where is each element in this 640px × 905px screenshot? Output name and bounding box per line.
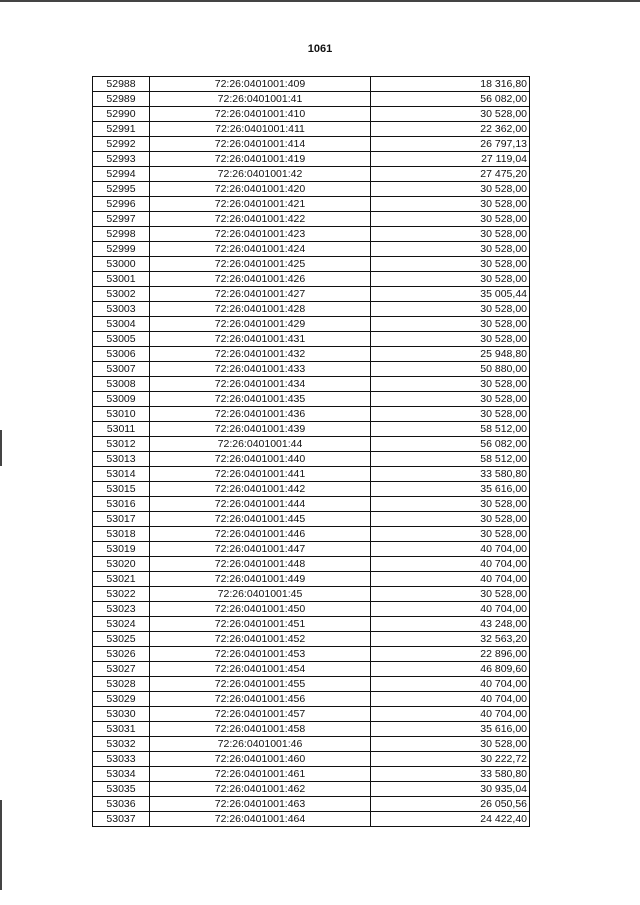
table-row	[93, 587, 530, 602]
cadastral-number-cell: 72:26:0401001:419	[150, 152, 371, 167]
row-number-cell: 53002	[93, 287, 150, 302]
value-cell: 40 704,00	[371, 542, 530, 557]
row-number-cell: 53001	[93, 272, 150, 287]
cadastral-number-cell: 72:26:0401001:463	[150, 797, 371, 812]
table-row	[93, 302, 530, 317]
value-cell: 50 880,00	[371, 362, 530, 377]
cadastral-number-cell: 72:26:0401001:442	[150, 482, 371, 497]
table-row	[93, 377, 530, 392]
value-cell: 18 316,80	[371, 77, 530, 92]
value-cell: 58 512,00	[371, 422, 530, 437]
table-row	[93, 602, 530, 617]
cadastral-number-cell: 72:26:0401001:447	[150, 542, 371, 557]
cadastral-number-cell: 72:26:0401001:451	[150, 617, 371, 632]
row-number-cell: 53021	[93, 572, 150, 587]
page-number: 1061	[307, 43, 333, 55]
value-cell: 30 935,04	[371, 782, 530, 797]
row-number-cell: 52993	[93, 152, 150, 167]
row-number-cell: 53017	[93, 512, 150, 527]
cadastral-number-cell: 72:26:0401001:456	[150, 692, 371, 707]
cadastral-number-cell: 72:26:0401001:431	[150, 332, 371, 347]
cadastral-number-cell: 72:26:0401001:441	[150, 467, 371, 482]
row-number-cell: 53020	[93, 557, 150, 572]
cadastral-number-cell: 72:26:0401001:439	[150, 422, 371, 437]
row-number-cell: 53031	[93, 722, 150, 737]
cadastral-number-cell: 72:26:0401001:46	[150, 737, 371, 752]
table-row	[93, 692, 530, 707]
table-row	[93, 422, 530, 437]
table-row	[93, 707, 530, 722]
cadastral-number-cell: 72:26:0401001:428	[150, 302, 371, 317]
value-cell: 30 528,00	[371, 527, 530, 542]
value-cell: 43 248,00	[371, 617, 530, 632]
value-cell: 30 528,00	[371, 317, 530, 332]
value-cell: 30 528,00	[371, 257, 530, 272]
value-cell: 27 119,04	[371, 152, 530, 167]
table-row	[93, 242, 530, 257]
cadastral-number-cell: 72:26:0401001:424	[150, 242, 371, 257]
row-number-cell: 53014	[93, 467, 150, 482]
table-row	[93, 662, 530, 677]
value-cell: 56 082,00	[371, 92, 530, 107]
value-cell: 30 528,00	[371, 377, 530, 392]
cadastral-number-cell: 72:26:0401001:434	[150, 377, 371, 392]
table-row	[93, 497, 530, 512]
table-row	[93, 782, 530, 797]
cadastral-number-cell: 72:26:0401001:429	[150, 317, 371, 332]
row-number-cell: 53016	[93, 497, 150, 512]
value-cell: 30 528,00	[371, 242, 530, 257]
registry-table	[92, 76, 530, 827]
cadastral-number-cell: 72:26:0401001:423	[150, 227, 371, 242]
table-row	[93, 677, 530, 692]
row-number-cell: 53030	[93, 707, 150, 722]
row-number-cell: 52994	[93, 167, 150, 182]
table-row	[93, 812, 530, 827]
table-row	[93, 767, 530, 782]
value-cell: 24 422,40	[371, 812, 530, 827]
row-number-cell: 52997	[93, 212, 150, 227]
cadastral-number-cell: 72:26:0401001:452	[150, 632, 371, 647]
value-cell: 33 580,80	[371, 767, 530, 782]
cadastral-number-cell: 72:26:0401001:414	[150, 137, 371, 152]
table-row	[93, 542, 530, 557]
cadastral-number-cell: 72:26:0401001:440	[150, 452, 371, 467]
cadastral-number-cell: 72:26:0401001:435	[150, 392, 371, 407]
row-number-cell: 52991	[93, 122, 150, 137]
value-cell: 30 528,00	[371, 107, 530, 122]
row-number-cell: 53034	[93, 767, 150, 782]
cadastral-number-cell: 72:26:0401001:427	[150, 287, 371, 302]
value-cell: 32 563,20	[371, 632, 530, 647]
value-cell: 58 512,00	[371, 452, 530, 467]
cadastral-number-cell: 72:26:0401001:448	[150, 557, 371, 572]
table-row	[93, 572, 530, 587]
table-row	[93, 797, 530, 812]
table-row	[93, 122, 530, 137]
table-row	[93, 392, 530, 407]
row-number-cell: 53035	[93, 782, 150, 797]
table-row	[93, 722, 530, 737]
row-number-cell: 53005	[93, 332, 150, 347]
scan-edge-top	[0, 0, 640, 2]
value-cell: 40 704,00	[371, 557, 530, 572]
table-row	[93, 557, 530, 572]
table-row	[93, 227, 530, 242]
table-row	[93, 512, 530, 527]
row-number-cell: 53026	[93, 647, 150, 662]
value-cell: 30 528,00	[371, 182, 530, 197]
value-cell: 46 809,60	[371, 662, 530, 677]
table-row	[93, 272, 530, 287]
cadastral-number-cell: 72:26:0401001:457	[150, 707, 371, 722]
row-number-cell: 53029	[93, 692, 150, 707]
row-number-cell: 52998	[93, 227, 150, 242]
cadastral-number-cell: 72:26:0401001:420	[150, 182, 371, 197]
table-row	[93, 197, 530, 212]
value-cell: 30 222,72	[371, 752, 530, 767]
registry-table-body	[93, 77, 530, 827]
cadastral-number-cell: 72:26:0401001:42	[150, 167, 371, 182]
cadastral-number-cell: 72:26:0401001:409	[150, 77, 371, 92]
cadastral-number-cell: 72:26:0401001:433	[150, 362, 371, 377]
cadastral-number-cell: 72:26:0401001:462	[150, 782, 371, 797]
cadastral-number-cell: 72:26:0401001:411	[150, 122, 371, 137]
value-cell: 30 528,00	[371, 392, 530, 407]
row-number-cell: 53000	[93, 257, 150, 272]
row-number-cell: 53022	[93, 587, 150, 602]
row-number-cell: 53025	[93, 632, 150, 647]
row-number-cell: 53024	[93, 617, 150, 632]
cadastral-number-cell: 72:26:0401001:410	[150, 107, 371, 122]
value-cell: 40 704,00	[371, 677, 530, 692]
table-row	[93, 647, 530, 662]
value-cell: 30 528,00	[371, 332, 530, 347]
row-number-cell: 52999	[93, 242, 150, 257]
row-number-cell: 53015	[93, 482, 150, 497]
row-number-cell: 53006	[93, 347, 150, 362]
row-number-cell: 53013	[93, 452, 150, 467]
row-number-cell: 52989	[93, 92, 150, 107]
value-cell: 26 797,13	[371, 137, 530, 152]
table-row	[93, 137, 530, 152]
cadastral-number-cell: 72:26:0401001:45	[150, 587, 371, 602]
cadastral-number-cell: 72:26:0401001:455	[150, 677, 371, 692]
cadastral-number-cell: 72:26:0401001:464	[150, 812, 371, 827]
cadastral-number-cell: 72:26:0401001:432	[150, 347, 371, 362]
row-number-cell: 52990	[93, 107, 150, 122]
table-row	[93, 617, 530, 632]
row-number-cell: 52988	[93, 77, 150, 92]
row-number-cell: 53009	[93, 392, 150, 407]
table-row	[93, 92, 530, 107]
cadastral-number-cell: 72:26:0401001:446	[150, 527, 371, 542]
scan-edge-left	[0, 430, 2, 466]
value-cell: 40 704,00	[371, 602, 530, 617]
value-cell: 30 528,00	[371, 407, 530, 422]
cadastral-number-cell: 72:26:0401001:426	[150, 272, 371, 287]
value-cell: 30 528,00	[371, 587, 530, 602]
value-cell: 40 704,00	[371, 572, 530, 587]
row-number-cell: 52995	[93, 182, 150, 197]
value-cell: 22 362,00	[371, 122, 530, 137]
cadastral-number-cell: 72:26:0401001:422	[150, 212, 371, 227]
table-row	[93, 737, 530, 752]
value-cell: 30 528,00	[371, 512, 530, 527]
row-number-cell: 53019	[93, 542, 150, 557]
table-row	[93, 752, 530, 767]
value-cell: 30 528,00	[371, 497, 530, 512]
row-number-cell: 53004	[93, 317, 150, 332]
table-row	[93, 407, 530, 422]
value-cell: 40 704,00	[371, 707, 530, 722]
row-number-cell: 53037	[93, 812, 150, 827]
value-cell: 22 896,00	[371, 647, 530, 662]
row-number-cell: 53003	[93, 302, 150, 317]
row-number-cell: 53028	[93, 677, 150, 692]
table-row	[93, 362, 530, 377]
table-row	[93, 527, 530, 542]
row-number-cell: 52992	[93, 137, 150, 152]
row-number-cell: 53027	[93, 662, 150, 677]
table-row	[93, 452, 530, 467]
scan-edge-left-bottom	[0, 800, 2, 890]
table-row	[93, 467, 530, 482]
value-cell: 30 528,00	[371, 197, 530, 212]
cadastral-number-cell: 72:26:0401001:445	[150, 512, 371, 527]
value-cell: 30 528,00	[371, 737, 530, 752]
value-cell: 27 475,20	[371, 167, 530, 182]
cadastral-number-cell: 72:26:0401001:44	[150, 437, 371, 452]
row-number-cell: 53007	[93, 362, 150, 377]
cadastral-number-cell: 72:26:0401001:460	[150, 752, 371, 767]
table-row	[93, 107, 530, 122]
cadastral-number-cell: 72:26:0401001:444	[150, 497, 371, 512]
table-row	[93, 632, 530, 647]
table-row	[93, 347, 530, 362]
row-number-cell: 53018	[93, 527, 150, 542]
cadastral-number-cell: 72:26:0401001:436	[150, 407, 371, 422]
cadastral-number-cell: 72:26:0401001:453	[150, 647, 371, 662]
row-number-cell: 53011	[93, 422, 150, 437]
row-number-cell: 53036	[93, 797, 150, 812]
cadastral-number-cell: 72:26:0401001:461	[150, 767, 371, 782]
value-cell: 35 616,00	[371, 482, 530, 497]
table-row	[93, 77, 530, 92]
value-cell: 40 704,00	[371, 692, 530, 707]
value-cell: 56 082,00	[371, 437, 530, 452]
table-row	[93, 437, 530, 452]
value-cell: 26 050,56	[371, 797, 530, 812]
table-row	[93, 182, 530, 197]
table-row	[93, 212, 530, 227]
row-number-cell: 52996	[93, 197, 150, 212]
table-row	[93, 482, 530, 497]
value-cell: 30 528,00	[371, 302, 530, 317]
cadastral-number-cell: 72:26:0401001:41	[150, 92, 371, 107]
value-cell: 35 005,44	[371, 287, 530, 302]
table-row	[93, 257, 530, 272]
table-row	[93, 152, 530, 167]
table-row	[93, 332, 530, 347]
row-number-cell: 53033	[93, 752, 150, 767]
row-number-cell: 53010	[93, 407, 150, 422]
value-cell: 25 948,80	[371, 347, 530, 362]
row-number-cell: 53032	[93, 737, 150, 752]
row-number-cell: 53008	[93, 377, 150, 392]
value-cell: 30 528,00	[371, 212, 530, 227]
value-cell: 33 580,80	[371, 467, 530, 482]
table-row	[93, 317, 530, 332]
cadastral-number-cell: 72:26:0401001:449	[150, 572, 371, 587]
cadastral-number-cell: 72:26:0401001:421	[150, 197, 371, 212]
value-cell: 30 528,00	[371, 272, 530, 287]
table-row	[93, 287, 530, 302]
row-number-cell: 53023	[93, 602, 150, 617]
table-row	[93, 167, 530, 182]
cadastral-number-cell: 72:26:0401001:450	[150, 602, 371, 617]
value-cell: 30 528,00	[371, 227, 530, 242]
cadastral-number-cell: 72:26:0401001:425	[150, 257, 371, 272]
cadastral-number-cell: 72:26:0401001:454	[150, 662, 371, 677]
row-number-cell: 53012	[93, 437, 150, 452]
value-cell: 35 616,00	[371, 722, 530, 737]
cadastral-number-cell: 72:26:0401001:458	[150, 722, 371, 737]
